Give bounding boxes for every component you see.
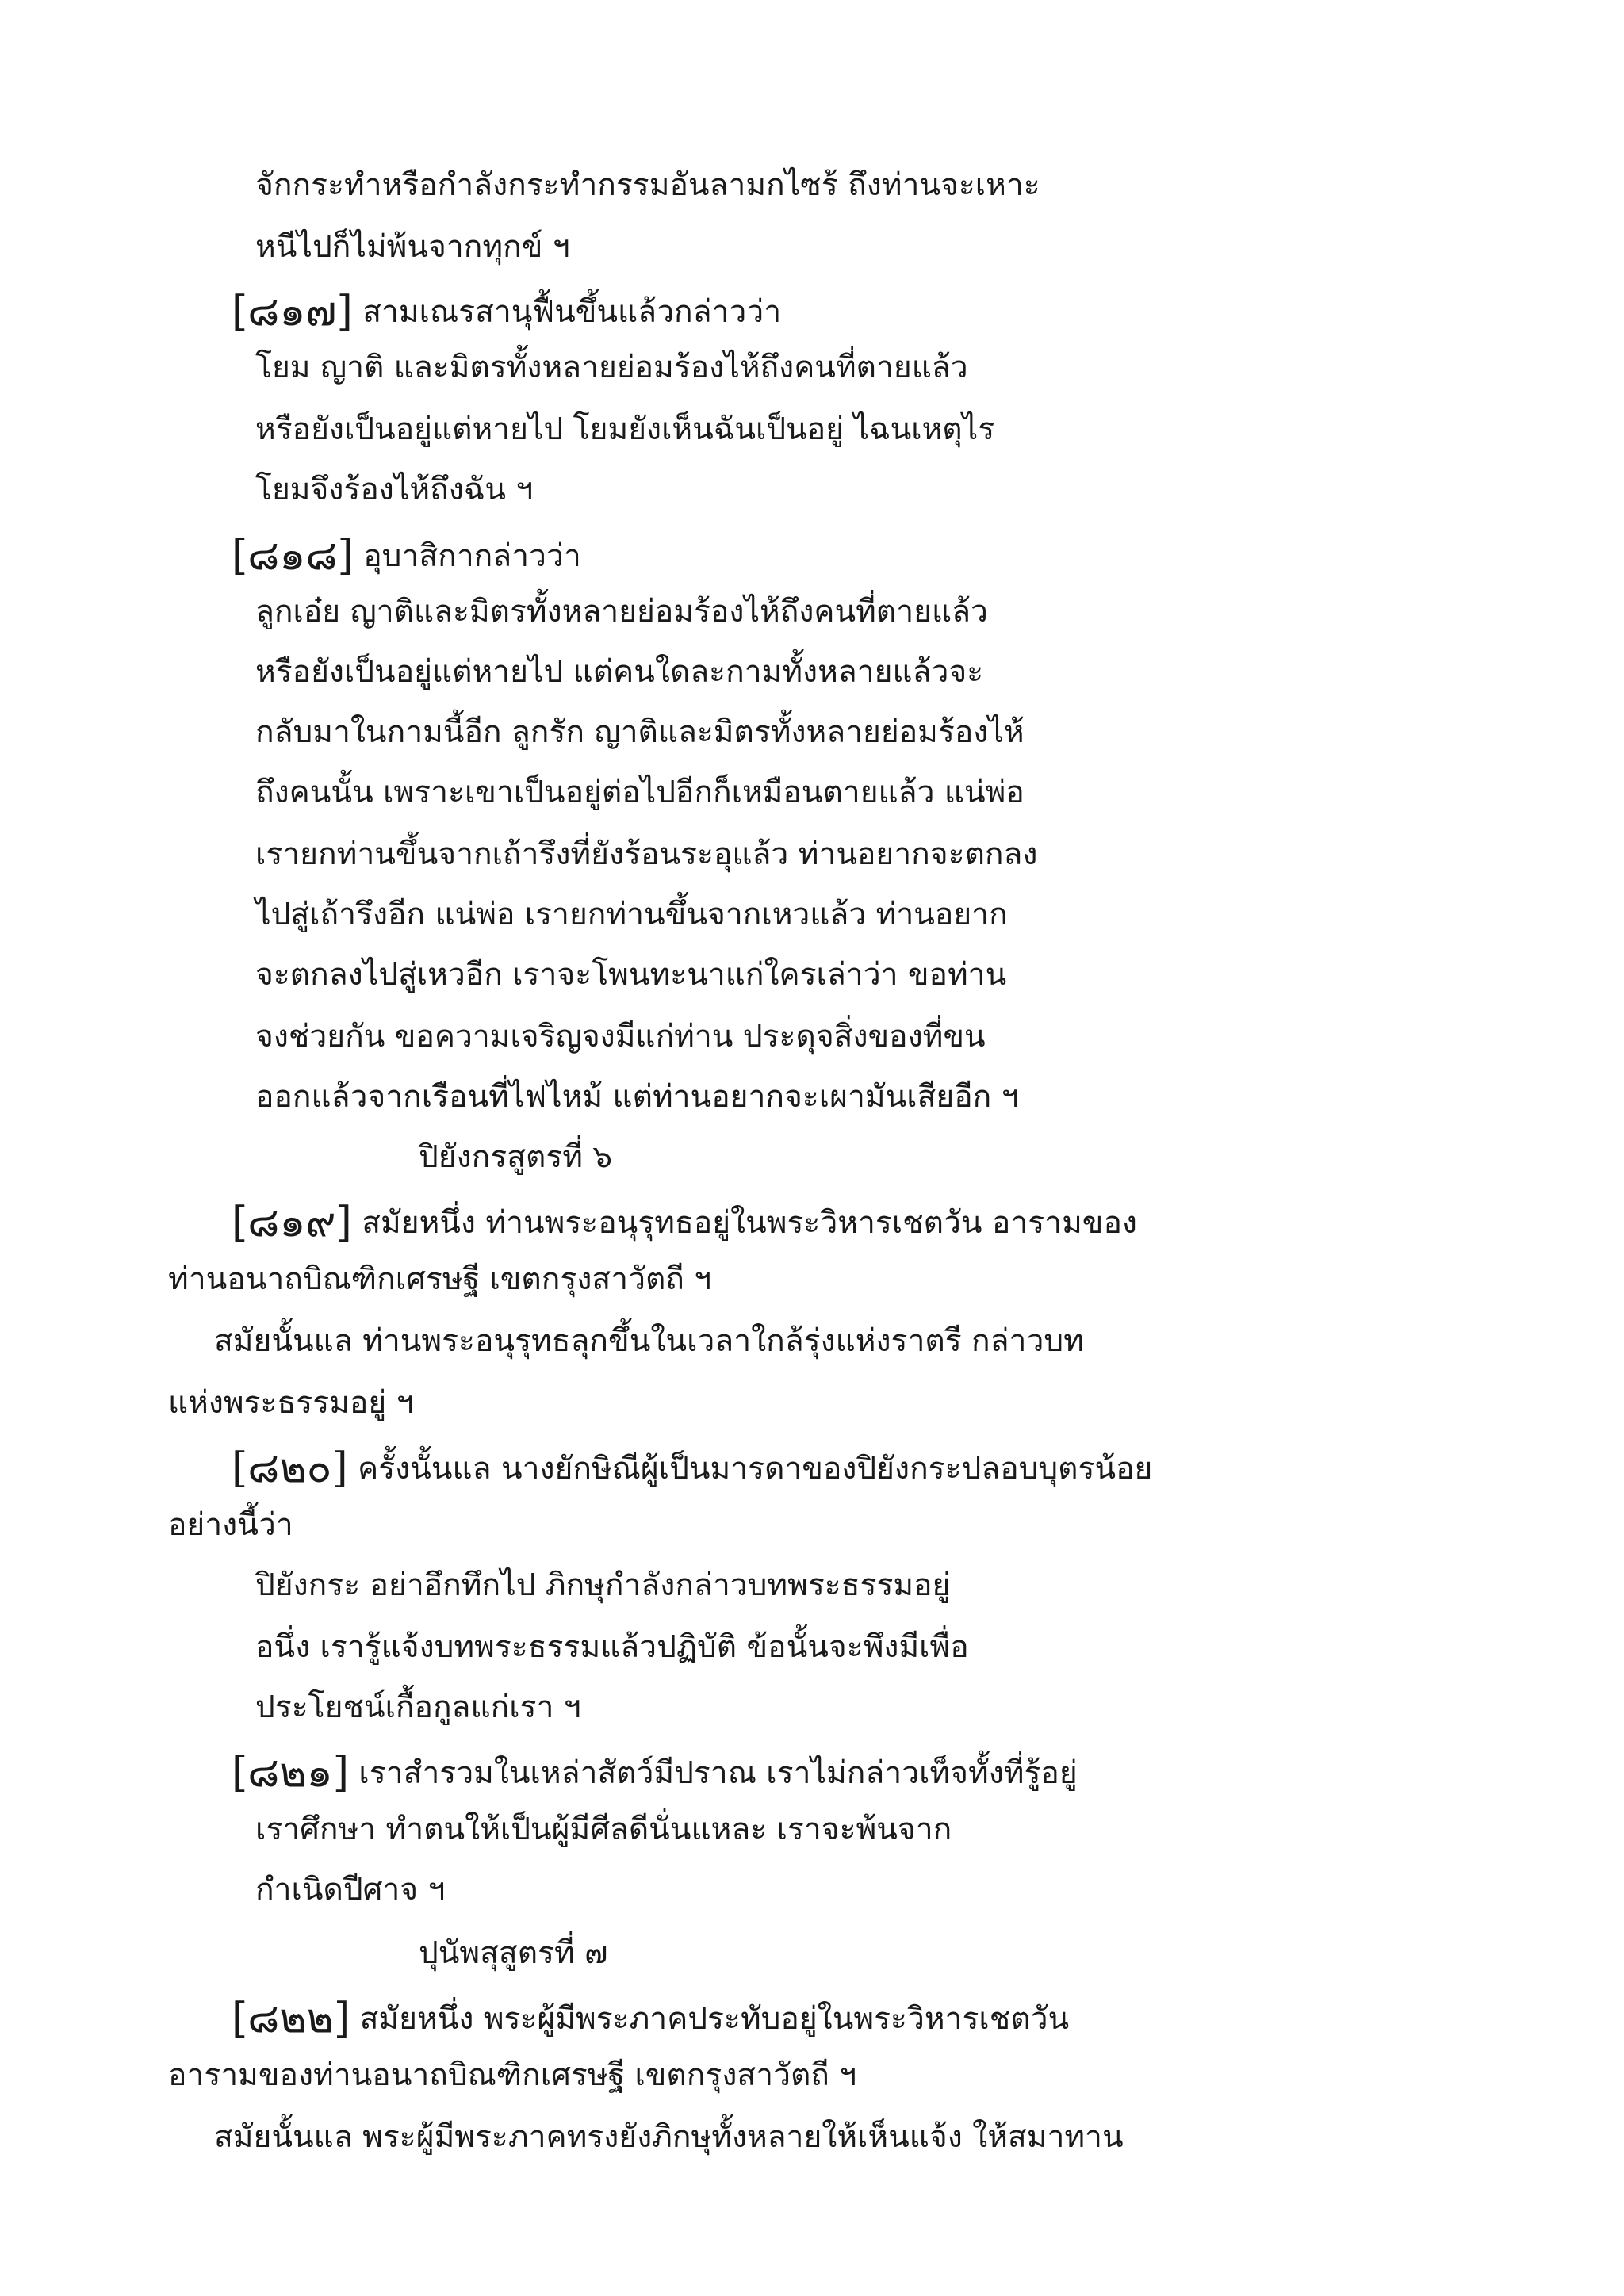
verse-line: โยมจึงร้องไห้ถึงฉัน ฯ xyxy=(255,472,534,507)
verse-line: จงช่วยกัน ขอความเจริญจงมีแก่ท่าน ประดุจสิ่งของที่ขน xyxy=(255,1019,986,1054)
verse-line: กำเนิดปีศาจ ฯ xyxy=(255,1872,446,1908)
verse-line: หรือยังเป็นอยู่แต่หายไป โยมยังเห็นฉันเป็นอยู่ ไฉนเหตุไร xyxy=(255,411,995,447)
verse-line: หรือยังเป็นอยู่แต่หายไป แต่คนใดละกามทั้งหลายแล้วจะ xyxy=(255,654,984,690)
paragraph-number: [๘๑๗] xyxy=(232,288,353,335)
paragraph-number: [๘๑๘] xyxy=(232,532,354,580)
verse-line: ลูกเอ๋ย ญาติและมิตรทั้งหลายย่อมร้องไห้ถึงคนที่ตายแล้ว xyxy=(255,594,988,629)
paragraph-number: [๘๑๙] xyxy=(232,1199,352,1246)
sutta-title: ปิยังกรสูตรที่ ๖ xyxy=(419,1139,613,1175)
verse-line: ถึงคนนั้น เพราะเขาเป็นอยู่ต่อไปอีกก็เหมือนตายแล้ว แน่พ่อ xyxy=(255,775,1025,810)
verse-line: อนึ่ง เรารู้แจ้งบทพระธรรมแล้วปฏิบัติ ข้อนั้นจะพึงมีเพื่อ xyxy=(255,1629,969,1665)
paragraph-number: [๘๒๐] xyxy=(232,1445,348,1492)
verse-line: ประโยชน์เกื้อกูลแก่เรา ฯ xyxy=(255,1689,581,1725)
paragraph-number: [๘๒๒] xyxy=(232,1995,350,2042)
prose-line: สมัยนั้นแล ท่านพระอนุรุทธลุกขึ้นในเวลาใกล้รุ่งแห่งราตรี กล่าวบท xyxy=(214,1323,1084,1359)
sutta-title: ปุนัพสุสูตรที่ ๗ xyxy=(419,1935,608,1971)
paragraph-number: [๘๒๑] xyxy=(232,1749,349,1797)
verse-line: หนีไปก็ไม่พ้นจากทุกข์ ฯ xyxy=(255,229,570,265)
prose-line: ท่านอนาถบิณฑิกเศรษฐี เขตกรุงสาวัตถี ฯ xyxy=(168,1261,712,1297)
verse-line: เราศึกษา ทำตนให้เป็นผู้มีศีลดีนั่นแหละ เราจะพ้นจาก xyxy=(255,1812,952,1847)
verse-line: จักกระทำหรือกำลังกระทำกรรมอันลามกไซร้ ถึงท่านจะเหาะ xyxy=(255,167,1040,203)
verse-line: ไปสู่เถ้ารึงอีก แน่พ่อ เรายกท่านขึ้นจากเหวแล้ว ท่านอยาก xyxy=(255,897,1008,932)
verse-line: ปิยังกระ อย่าอึกทึกไป ภิกษุกำลังกล่าวบทพระธรรมอยู่ xyxy=(255,1567,951,1603)
paragraph-line: [๘๒๒] สมัยหนึ่ง พระผู้มีพระภาคประทับอยู่ในพระวิหารเชตวัน xyxy=(232,1995,1070,2042)
paragraph-line: [๘๑๙] สมัยหนึ่ง ท่านพระอนุรุทธอยู่ในพระวิหารเชตวัน อารามของ xyxy=(232,1199,1137,1246)
prose-line: แห่งพระธรรมอยู่ ฯ xyxy=(168,1385,414,1421)
paragraph-line: [๘๒๐] ครั้งนั้นแล นางยักษิณีผู้เป็นมารดาของปิยังกระปลอบบุตรน้อย xyxy=(232,1445,1153,1492)
paragraph-line: [๘๑๘] อุบาสิกากล่าวว่า xyxy=(232,532,581,580)
paragraph-line: [๘๑๗] สามเณรสานุฟื้นขึ้นแล้วกล่าวว่า xyxy=(232,288,782,335)
verse-line: โยม ญาติ และมิตรทั้งหลายย่อมร้องไห้ถึงคนที่ตายแล้ว xyxy=(255,350,968,385)
verse-line: ออกแล้วจากเรือนที่ไฟไหม้ แต่ท่านอยากจะเผามันเสียอีก ฯ xyxy=(255,1079,1019,1115)
verse-line: กลับมาในกามนี้อีก ลูกรัก ญาติและมิตรทั้งหลายย่อมร้องไห้ xyxy=(255,714,1025,750)
prose-line: อารามของท่านอนาถบิณฑิกเศรษฐี เขตกรุงสาวัตถี ฯ xyxy=(168,2057,857,2093)
verse-line: เรายกท่านขึ้นจากเถ้ารึงที่ยังร้อนระอุแล้ว ท่านอยากจะตกลง xyxy=(255,836,1038,872)
prose-line: สมัยนั้นแล พระผู้มีพระภาคทรงยังภิกษุทั้งหลายให้เห็นแจ้ง ให้สมาทาน xyxy=(214,2119,1124,2155)
prose-line: อย่างนี้ว่า xyxy=(168,1507,293,1543)
paragraph-line: [๘๒๑] เราสำรวมในเหล่าสัตว์มีปราณ เราไม่กล่าวเท็จทั้งที่รู้อยู่ xyxy=(232,1749,1078,1797)
verse-line: จะตกลงไปสู่เหวอีก เราจะโพนทะนาแก่ใครเล่าว่า ขอท่าน xyxy=(255,957,1007,993)
